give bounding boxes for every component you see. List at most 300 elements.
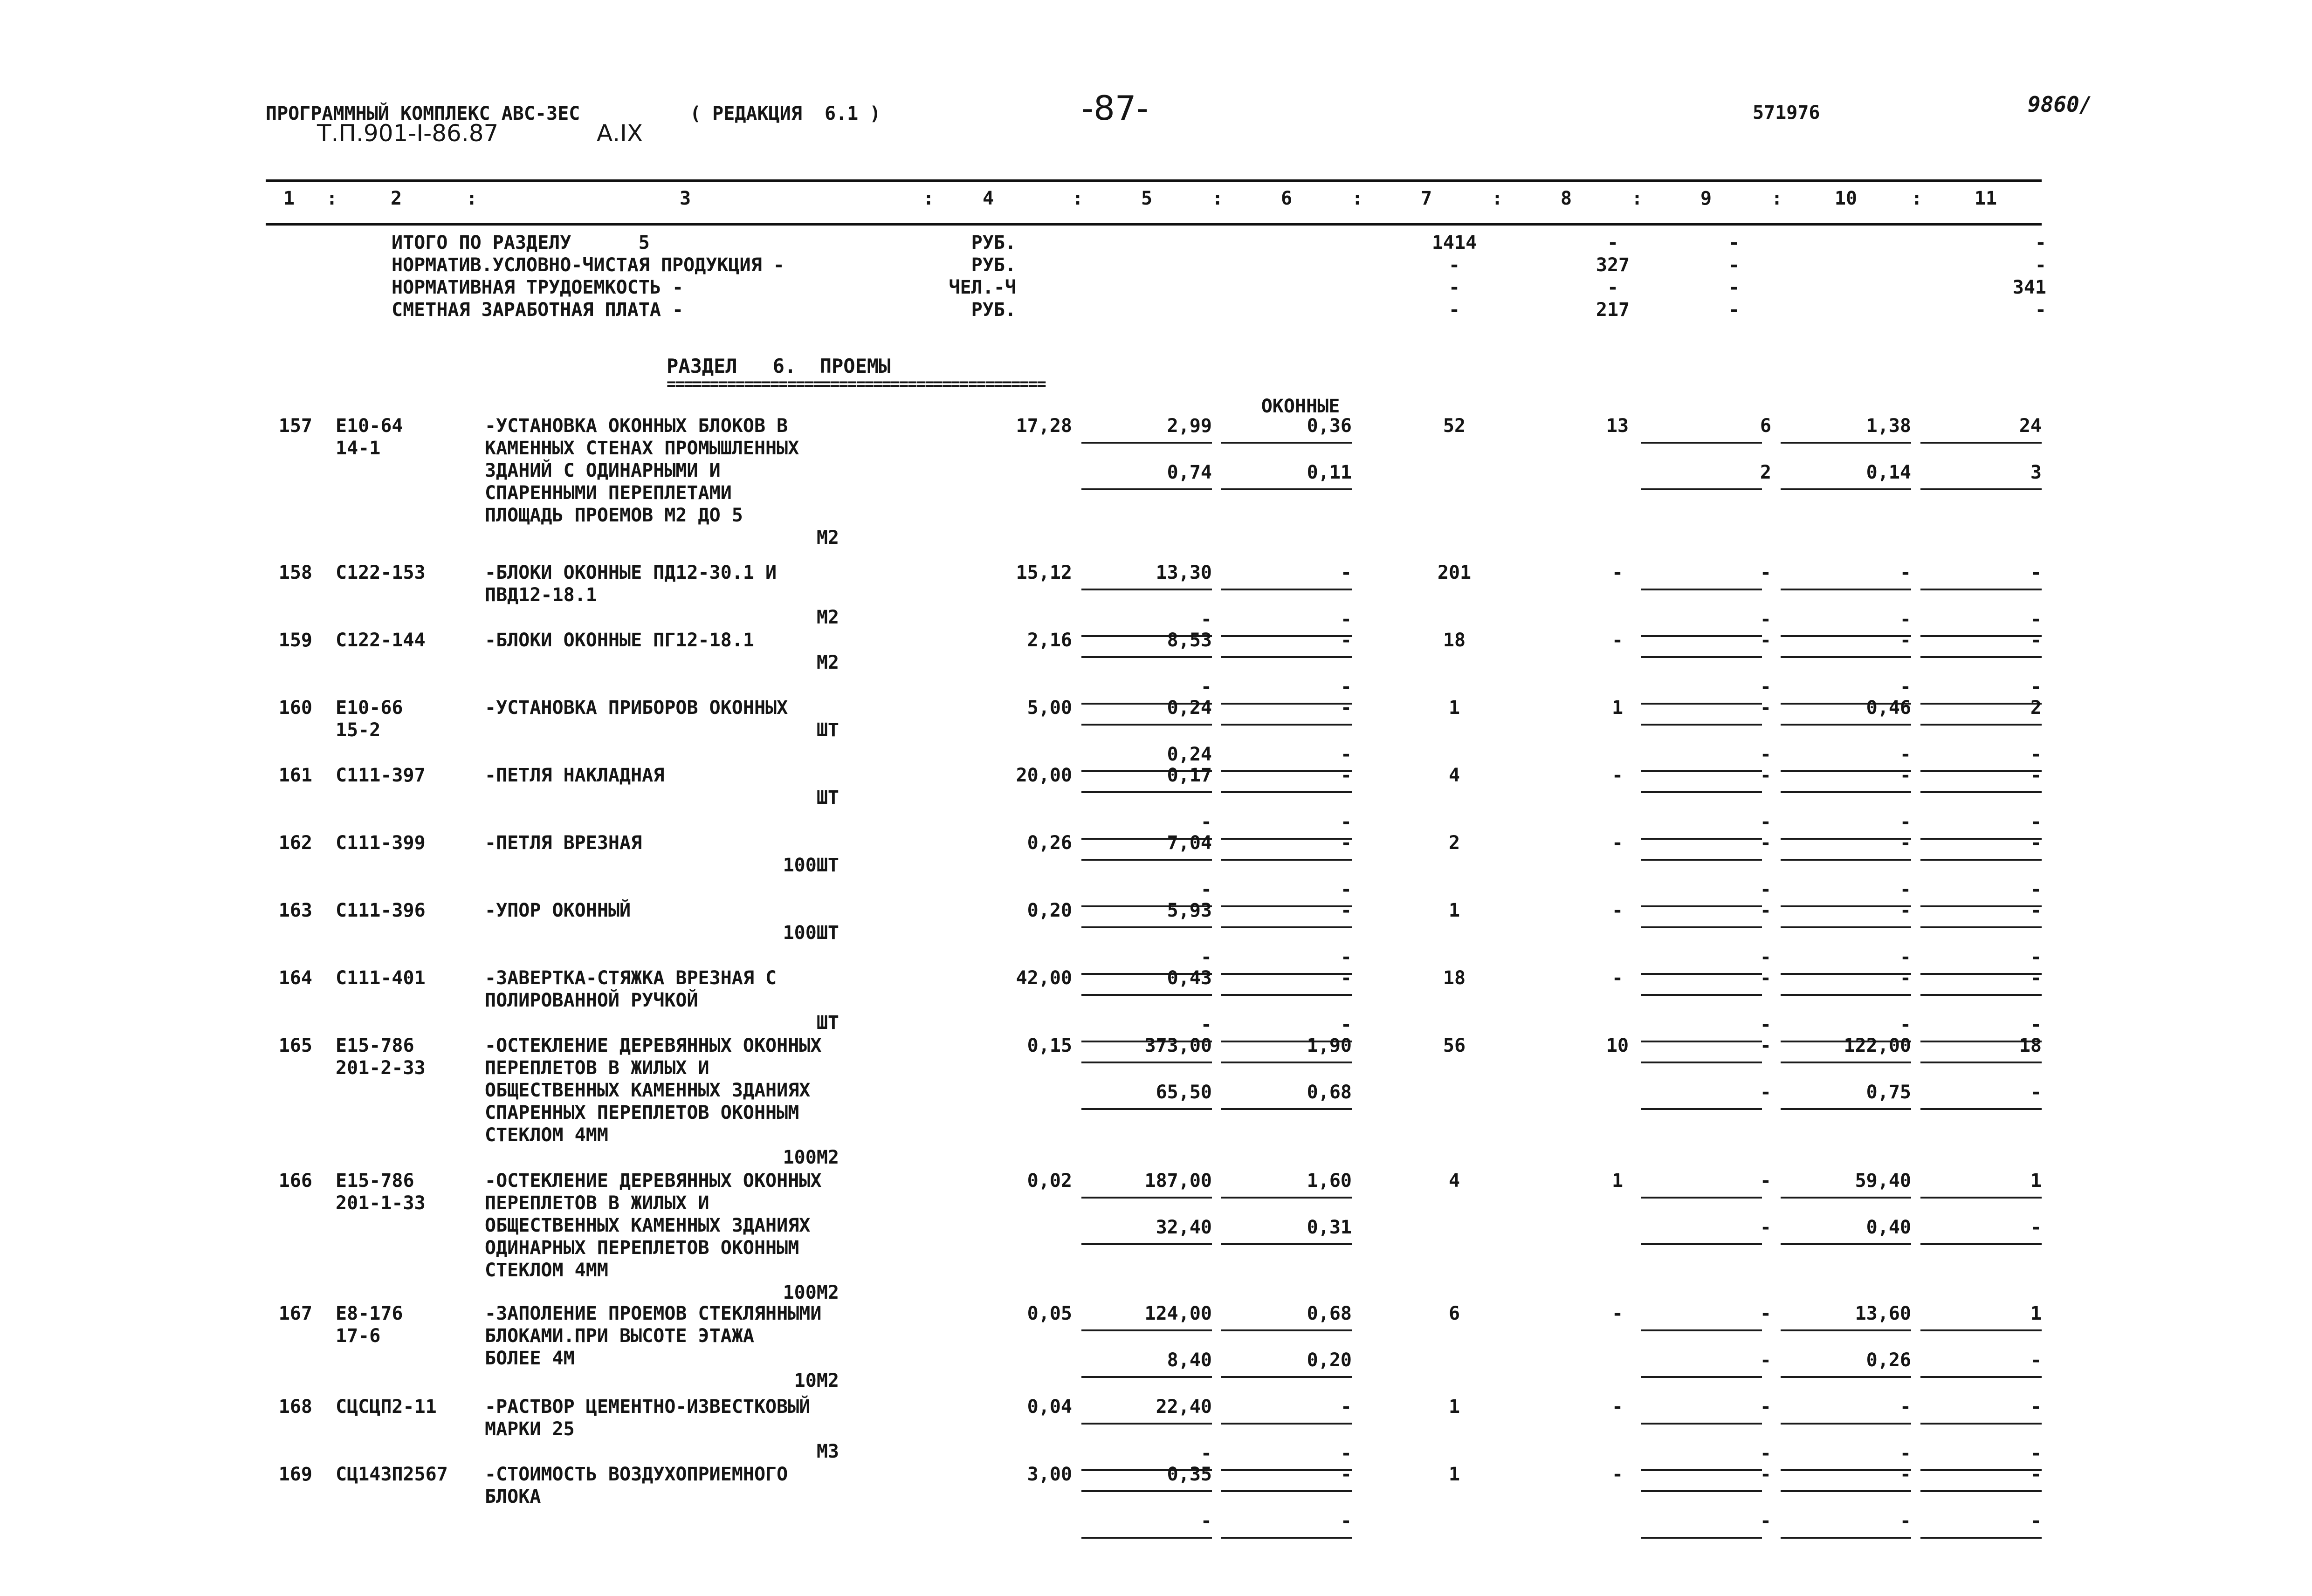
cell-divider-line	[1221, 1490, 1352, 1492]
row-labor-total: -	[2030, 630, 2042, 651]
cell-divider-line	[1641, 926, 1762, 928]
row-unit-cost-wages: -	[1200, 811, 1212, 833]
row-description: ПВД12-18.1	[485, 584, 597, 606]
row-unit: ШТ	[816, 719, 839, 741]
row-labor: 13,60	[1855, 1303, 1911, 1324]
row-labor: -	[1899, 765, 1911, 786]
row-labor-total-machines: -	[2030, 1349, 2042, 1371]
cell-divider-line	[1221, 1062, 1352, 1063]
cell-divider-line	[1781, 859, 1911, 861]
cell-divider-line	[1221, 1537, 1352, 1539]
summary-col8: 217	[1596, 299, 1630, 321]
row-total-machines: -	[1760, 1303, 1771, 1324]
row-description: ЗДАНИЙ С ОДИНАРНЫМИ И	[485, 460, 721, 481]
cell-divider-line	[1781, 1490, 1911, 1492]
cell-divider-line	[1781, 926, 1911, 928]
summary-col7: -	[1448, 254, 1460, 276]
row-labor-machines: -	[1899, 1014, 1911, 1035]
row-code: С111-399	[336, 832, 426, 854]
row-total-cost: 201	[1437, 562, 1472, 583]
row-unit-cost-machines: -	[1340, 765, 1352, 786]
cell-divider-line	[1221, 488, 1352, 490]
cell-divider-line	[1920, 488, 2042, 490]
cell-divider-line	[1920, 994, 2042, 996]
cell-divider-line	[1920, 442, 2042, 444]
project-code: Т.П.901-I-86.87	[317, 120, 499, 147]
col6-note: ОКОННЫЕ	[1261, 396, 1340, 417]
cell-divider-line	[1221, 1376, 1352, 1378]
column-header-2: 2	[390, 188, 402, 209]
album-label: А.IX	[597, 120, 643, 147]
row-total-wages: 10	[1606, 1035, 1629, 1056]
row-number: 157	[278, 415, 312, 437]
row-description: -БЛОКИ ОКОННЫЕ ПД12-30.1 И	[485, 562, 777, 583]
row-labor-machines: -	[1899, 811, 1911, 833]
row-unit-cost: 0,17	[1167, 765, 1212, 786]
row-description: -БЛОКИ ОКОННЫЕ ПГ12-18.1	[485, 630, 754, 651]
row-labor-total: -	[2030, 1396, 2042, 1418]
row-labor: -	[1899, 900, 1911, 921]
cell-divider-line	[1781, 1197, 1911, 1199]
row-labor-machines: -	[1899, 1510, 1911, 1532]
row-labor-total-machines: -	[2030, 1510, 2042, 1532]
row-total-machines: -	[1760, 1170, 1771, 1192]
row-unit-cost-machines: -	[1340, 562, 1352, 583]
cell-divider-line	[1081, 1490, 1212, 1492]
row-total-machine-wages: -	[1760, 744, 1771, 765]
summary-label: СМЕТНАЯ ЗАРАБОТНАЯ ПЛАТА -	[392, 299, 684, 321]
row-total-machines: -	[1760, 697, 1771, 719]
cell-divider-line	[1641, 994, 1762, 996]
row-unit-cost-wages: 8,40	[1167, 1349, 1212, 1371]
row-number: 167	[278, 1303, 312, 1324]
cell-divider-line	[1221, 1423, 1352, 1425]
row-unit-cost: 7,04	[1167, 832, 1212, 854]
cell-divider-line	[1781, 1108, 1911, 1110]
cell-divider-line	[1781, 656, 1911, 658]
row-unit-cost: 187,00	[1144, 1170, 1212, 1192]
row-total-wages: -	[1611, 765, 1624, 786]
row-labor: 1,38	[1866, 415, 1911, 437]
row-total-cost: 2	[1448, 832, 1460, 854]
cell-divider-line	[1081, 994, 1212, 996]
row-description: ПЕРЕПЛЕТОВ В ЖИЛЫХ И	[485, 1192, 709, 1214]
row-total-machine-wages: -	[1760, 879, 1771, 900]
summary-col11: -	[2035, 254, 2046, 276]
column-header-1: 1	[283, 188, 295, 209]
row-quantity: 2,16	[1027, 630, 1072, 651]
row-total-machine-wages: -	[1760, 609, 1771, 630]
column-header-4: 4	[982, 188, 994, 209]
row-total-cost: 52	[1443, 415, 1466, 437]
row-number: 164	[278, 967, 312, 989]
cell-divider-line	[1920, 859, 2042, 861]
cell-divider-line	[1781, 1537, 1911, 1539]
cell-divider-line	[1081, 859, 1212, 861]
row-quantity: 5,00	[1027, 697, 1072, 719]
row-description: БОЛЕЕ 4М	[485, 1348, 575, 1369]
row-description: -УСТАНОВКА ОКОННЫХ БЛОКОВ В	[485, 415, 788, 437]
row-unit-cost-wages: -	[1200, 676, 1212, 698]
column-header-6: 6	[1280, 188, 1293, 209]
summary-label: НОРМАТИВНАЯ ТРУДОЕМКОСТЬ -	[392, 277, 684, 298]
summary-unit: РУБ.	[971, 299, 1016, 321]
cell-divider-line	[1641, 1108, 1762, 1110]
row-labor-total: -	[2030, 562, 2042, 583]
column-header-5: 5	[1141, 188, 1153, 209]
row-total-machine-wages: -	[1760, 1014, 1771, 1035]
row-total-cost: 6	[1448, 1303, 1460, 1324]
row-unit: 10М2	[794, 1370, 839, 1391]
cell-divider-line	[1641, 1062, 1762, 1063]
cell-divider-line	[1221, 1108, 1352, 1110]
cell-divider-line	[1221, 1197, 1352, 1199]
row-labor: -	[1899, 630, 1911, 651]
row-labor-machines: -	[1899, 676, 1911, 698]
cell-divider-line	[1641, 859, 1762, 861]
row-labor-machines: -	[1899, 879, 1911, 900]
column-separator: :	[923, 188, 935, 209]
column-separator: :	[1492, 188, 1503, 209]
column-separator: :	[326, 188, 338, 209]
row-labor: -	[1899, 1464, 1911, 1485]
cell-divider-line	[1641, 791, 1762, 793]
row-unit-cost: 22,40	[1156, 1396, 1212, 1418]
cell-divider-line	[1641, 1490, 1762, 1492]
row-description: -ОСТЕКЛЕНИЕ ДЕРЕВЯННЫХ ОКОННЫХ	[485, 1170, 822, 1192]
row-code: СЦ143П2567	[336, 1464, 448, 1485]
row-total-machine-wages: -	[1760, 676, 1771, 698]
row-description: -ЗАВЕРТКА-СТЯЖКА ВРЕЗНАЯ С	[485, 967, 777, 989]
row-labor-total: -	[2030, 765, 2042, 786]
row-total-machine-wages: 2	[1760, 462, 1771, 483]
row-code: 201-2-33	[336, 1057, 426, 1079]
row-machine-wages: -	[1340, 676, 1352, 698]
row-labor-total-machines: 3	[2030, 462, 2042, 483]
row-total-wages: 1	[1611, 697, 1624, 719]
row-machine-wages: -	[1340, 744, 1352, 765]
row-code: С111-396	[336, 900, 426, 921]
column-separator: :	[1771, 188, 1783, 209]
row-total-cost: 1	[1448, 1396, 1460, 1418]
row-description: ПОЛИРОВАННОЙ РУЧКОЙ	[485, 990, 698, 1011]
row-unit-cost-wages: 65,50	[1156, 1082, 1212, 1103]
cell-divider-line	[1641, 1537, 1762, 1539]
row-total-cost: 56	[1443, 1035, 1466, 1056]
row-unit-cost-wages: -	[1200, 879, 1212, 900]
cell-divider-line	[1641, 1423, 1762, 1425]
cell-divider-line	[1641, 589, 1762, 590]
cell-divider-line	[1920, 724, 2042, 726]
row-labor-machines: -	[1899, 946, 1911, 968]
cell-divider-line	[1081, 1537, 1212, 1539]
row-labor: -	[1899, 832, 1911, 854]
row-labor-total-machines: -	[2030, 1082, 2042, 1103]
row-unit-cost-wages: 0,24	[1167, 744, 1212, 765]
row-machine-wages: -	[1340, 811, 1352, 833]
summary-col7: -	[1448, 277, 1460, 298]
row-unit: 100ШТ	[783, 922, 839, 944]
column-separator: :	[466, 188, 478, 209]
row-number: 162	[278, 832, 312, 854]
row-quantity: 17,28	[1016, 415, 1072, 437]
row-total-wages: -	[1611, 1396, 1624, 1418]
row-unit-cost: 8,53	[1167, 630, 1212, 651]
row-total-machines: -	[1760, 1464, 1771, 1485]
cell-divider-line	[1641, 656, 1762, 658]
row-labor: -	[1899, 562, 1911, 583]
row-total-wages: -	[1611, 967, 1624, 989]
row-machine-wages: -	[1340, 1510, 1352, 1532]
row-labor-total: -	[2030, 832, 2042, 854]
row-unit-cost-wages: -	[1200, 946, 1212, 968]
cell-divider-line	[1781, 1243, 1911, 1245]
row-quantity: 3,00	[1027, 1464, 1072, 1485]
column-header-10: 10	[1834, 188, 1858, 209]
cell-divider-line	[1221, 994, 1352, 996]
row-labor-total-machines: -	[2030, 744, 2042, 765]
row-total-machine-wages: -	[1760, 1510, 1771, 1532]
row-number: 160	[278, 697, 312, 719]
row-unit-cost-machines: 0,68	[1307, 1303, 1352, 1324]
cell-divider-line	[1221, 589, 1352, 590]
program-title: ПРОГРАММНЫЙ КОМПЛЕКС АВС-3ЕС	[266, 103, 580, 124]
summary-col11: -	[2035, 299, 2046, 321]
row-labor: -	[1899, 967, 1911, 989]
row-quantity: 0,04	[1027, 1396, 1072, 1418]
row-unit-cost-machines: -	[1340, 967, 1352, 989]
row-unit: М2	[816, 527, 839, 548]
row-total-machine-wages: -	[1760, 1082, 1771, 1103]
row-description: МАРКИ 25	[485, 1418, 575, 1440]
row-labor-total-machines: -	[2030, 676, 2042, 698]
row-quantity: 42,00	[1016, 967, 1072, 989]
row-code: СЦСЦП2-11	[336, 1396, 437, 1418]
row-quantity: 0,26	[1027, 832, 1072, 854]
row-total-machines: -	[1760, 900, 1771, 921]
row-unit-cost: 0,43	[1167, 967, 1212, 989]
row-unit-cost: 13,30	[1156, 562, 1212, 583]
row-total-machines: -	[1760, 765, 1771, 786]
row-quantity: 0,02	[1027, 1170, 1072, 1192]
row-unit-cost: 0,35	[1167, 1464, 1212, 1485]
row-code: 201-1-33	[336, 1192, 426, 1214]
cell-divider-line	[1920, 1108, 2042, 1110]
row-unit-cost-wages: -	[1200, 1510, 1212, 1532]
row-code: Е8-176	[336, 1303, 403, 1324]
row-description: ПЛОЩАДЬ ПРОЕМОВ М2 ДО 5	[485, 505, 743, 526]
row-total-wages: -	[1611, 1464, 1624, 1485]
row-number: 159	[278, 630, 312, 651]
row-description: БЛОКА	[485, 1486, 541, 1507]
cell-divider-line	[1641, 1376, 1762, 1378]
row-unit: 100ШТ	[783, 855, 839, 876]
row-unit: ШТ	[816, 787, 839, 808]
cell-divider-line	[1221, 1243, 1352, 1245]
row-description: ОБЩЕСТВЕННЫХ КАМЕННЫХ ЗДАНИЯХ	[485, 1215, 811, 1236]
row-unit-cost: 5,93	[1167, 900, 1212, 921]
row-total-machines: -	[1760, 832, 1771, 854]
cell-divider-line	[1641, 488, 1762, 490]
row-number: 161	[278, 765, 312, 786]
row-unit-cost: 2,99	[1167, 415, 1212, 437]
row-total-machine-wages: -	[1760, 811, 1771, 833]
row-labor-total: 18	[2019, 1035, 2042, 1056]
row-labor-total-machines: -	[2030, 1443, 2042, 1464]
row-labor-total-machines: -	[2030, 811, 2042, 833]
row-machine-wages: 0,68	[1307, 1082, 1352, 1103]
row-unit-cost-wages: 32,40	[1156, 1217, 1212, 1238]
header-rule-top	[266, 179, 2042, 182]
row-total-cost: 4	[1448, 765, 1460, 786]
row-labor-total-machines: -	[2030, 879, 2042, 900]
row-code: 15-2	[336, 719, 381, 741]
row-number: 168	[278, 1396, 312, 1418]
row-total-machines: -	[1760, 562, 1771, 583]
cell-divider-line	[1920, 1329, 2042, 1331]
cell-divider-line	[1081, 589, 1212, 590]
cell-divider-line	[1781, 1329, 1911, 1331]
row-quantity: 15,12	[1016, 562, 1072, 583]
cell-divider-line	[1920, 656, 2042, 658]
row-code: С111-401	[336, 967, 426, 989]
row-total-cost: 1	[1448, 1464, 1460, 1485]
cell-divider-line	[1081, 1108, 1212, 1110]
row-labor-total-machines: -	[2030, 1217, 2042, 1238]
row-unit-cost-machines: -	[1340, 832, 1352, 854]
row-labor-machines: -	[1899, 744, 1911, 765]
cell-divider-line	[1081, 791, 1212, 793]
row-total-wages: -	[1611, 562, 1624, 583]
cell-divider-line	[1641, 724, 1762, 726]
row-unit-cost-wages: -	[1200, 1014, 1212, 1035]
row-unit: 100М2	[783, 1147, 839, 1168]
row-total-wages: -	[1611, 1303, 1624, 1324]
row-description: -УПОР ОКОННЫЙ	[485, 900, 631, 921]
row-total-cost: 1	[1448, 697, 1460, 719]
row-description: -ПЕТЛЯ НАКЛАДНАЯ	[485, 765, 665, 786]
column-separator: :	[1212, 188, 1224, 209]
row-total-wages: 1	[1611, 1170, 1624, 1192]
row-unit-cost: 124,00	[1144, 1303, 1212, 1324]
row-code: 17-6	[336, 1325, 381, 1347]
page-number: -87-	[1081, 89, 1149, 128]
row-labor: -	[1899, 1396, 1911, 1418]
row-total-machine-wages: -	[1760, 1217, 1771, 1238]
cell-divider-line	[1781, 442, 1911, 444]
row-description: СПАРЕННЫМИ ПЕРЕПЛЕТАМИ	[485, 482, 732, 504]
row-labor-machines: 0,14	[1866, 462, 1911, 483]
row-quantity: 0,15	[1027, 1035, 1072, 1056]
row-labor-total: -	[2030, 967, 2042, 989]
row-description: СТЕКЛОМ 4ММ	[485, 1124, 608, 1146]
row-total-machines: -	[1760, 1396, 1771, 1418]
row-unit: ШТ	[816, 1012, 839, 1034]
row-unit-cost-machines: -	[1340, 630, 1352, 651]
column-separator: :	[1911, 188, 1923, 209]
summary-unit: РУБ.	[971, 254, 1016, 276]
cell-divider-line	[1641, 1243, 1762, 1245]
row-labor-total: 1	[2030, 1303, 2042, 1324]
row-description: -УСТАНОВКА ПРИБОРОВ ОКОННЫХ	[485, 697, 788, 719]
row-labor: 122,00	[1844, 1035, 1911, 1056]
row-unit-cost-wages: -	[1200, 609, 1212, 630]
row-number: 166	[278, 1170, 312, 1192]
cell-divider-line	[1920, 1243, 2042, 1245]
row-code: С111-397	[336, 765, 426, 786]
row-unit-cost: 373,00	[1144, 1035, 1212, 1056]
summary-col11: -	[2035, 232, 2046, 253]
row-labor-machines: -	[1899, 1443, 1911, 1464]
row-description: -ОСТЕКЛЕНИЕ ДЕРЕВЯННЫХ ОКОННЫХ	[485, 1035, 822, 1056]
row-quantity: 0,05	[1027, 1303, 1072, 1324]
row-unit-cost-machines: 1,60	[1307, 1170, 1352, 1192]
row-unit: М2	[816, 607, 839, 628]
row-labor-total: -	[2030, 1464, 2042, 1485]
cell-divider-line	[1920, 1423, 2042, 1425]
row-machine-wages: 0,20	[1307, 1349, 1352, 1371]
row-labor-total: 1	[2030, 1170, 2042, 1192]
row-code: С122-153	[336, 562, 426, 583]
row-machine-wages: -	[1340, 609, 1352, 630]
row-total-cost: 4	[1448, 1170, 1460, 1192]
row-machine-wages: 0,31	[1307, 1217, 1352, 1238]
cell-divider-line	[1221, 724, 1352, 726]
row-description: СПАРЕННЫХ ПЕРЕПЛЕТОВ ОКОННЫМ	[485, 1102, 799, 1123]
cell-divider-line	[1221, 859, 1352, 861]
row-labor-machines: 0,40	[1866, 1217, 1911, 1238]
cell-divider-line	[1081, 1243, 1212, 1245]
row-total-machines: -	[1760, 1035, 1771, 1056]
row-unit: М2	[816, 652, 839, 673]
column-header-3: 3	[679, 188, 691, 209]
column-header-9: 9	[1700, 188, 1712, 209]
row-quantity: 0,20	[1027, 900, 1072, 921]
handwritten-stamp: 9860/	[2028, 92, 2092, 117]
cell-divider-line	[1081, 1423, 1212, 1425]
row-total-machine-wages: -	[1760, 1349, 1771, 1371]
cell-divider-line	[1081, 1376, 1212, 1378]
row-total-wages: 13	[1606, 415, 1629, 437]
summary-unit: ЧЕЛ.-Ч	[949, 277, 1016, 298]
document-code: 571976	[1753, 102, 1820, 123]
row-description: -ПЕТЛЯ ВРЕЗНАЯ	[485, 832, 642, 854]
row-total-cost: 1	[1448, 900, 1460, 921]
summary-label: НОРМАТИВ.УСЛОВНО-ЧИСТАЯ ПРОДУКЦИЯ -	[392, 254, 784, 276]
cell-divider-line	[1781, 724, 1911, 726]
row-labor-total-machines: -	[2030, 946, 2042, 968]
cell-divider-line	[1081, 1062, 1212, 1063]
row-quantity: 20,00	[1016, 765, 1072, 786]
cell-divider-line	[1081, 488, 1212, 490]
row-labor-total-machines: -	[2030, 1014, 2042, 1035]
row-labor-total-machines: -	[2030, 609, 2042, 630]
row-total-machines: -	[1760, 967, 1771, 989]
summary-label: ИТОГО ПО РАЗДЕЛУ 5	[392, 232, 650, 253]
row-code: 14-1	[336, 438, 381, 459]
cell-divider-line	[1641, 442, 1762, 444]
cell-divider-line	[1641, 1329, 1762, 1331]
row-total-wages: -	[1611, 832, 1624, 854]
cell-divider-line	[1920, 926, 2042, 928]
cell-divider-line	[1081, 724, 1212, 726]
cell-divider-line	[1781, 994, 1911, 996]
row-description: СТЕКЛОМ 4ММ	[485, 1260, 608, 1281]
cell-divider-line	[1221, 1329, 1352, 1331]
cell-divider-line	[1781, 589, 1911, 590]
cell-divider-line	[1221, 442, 1352, 444]
row-number: 158	[278, 562, 312, 583]
